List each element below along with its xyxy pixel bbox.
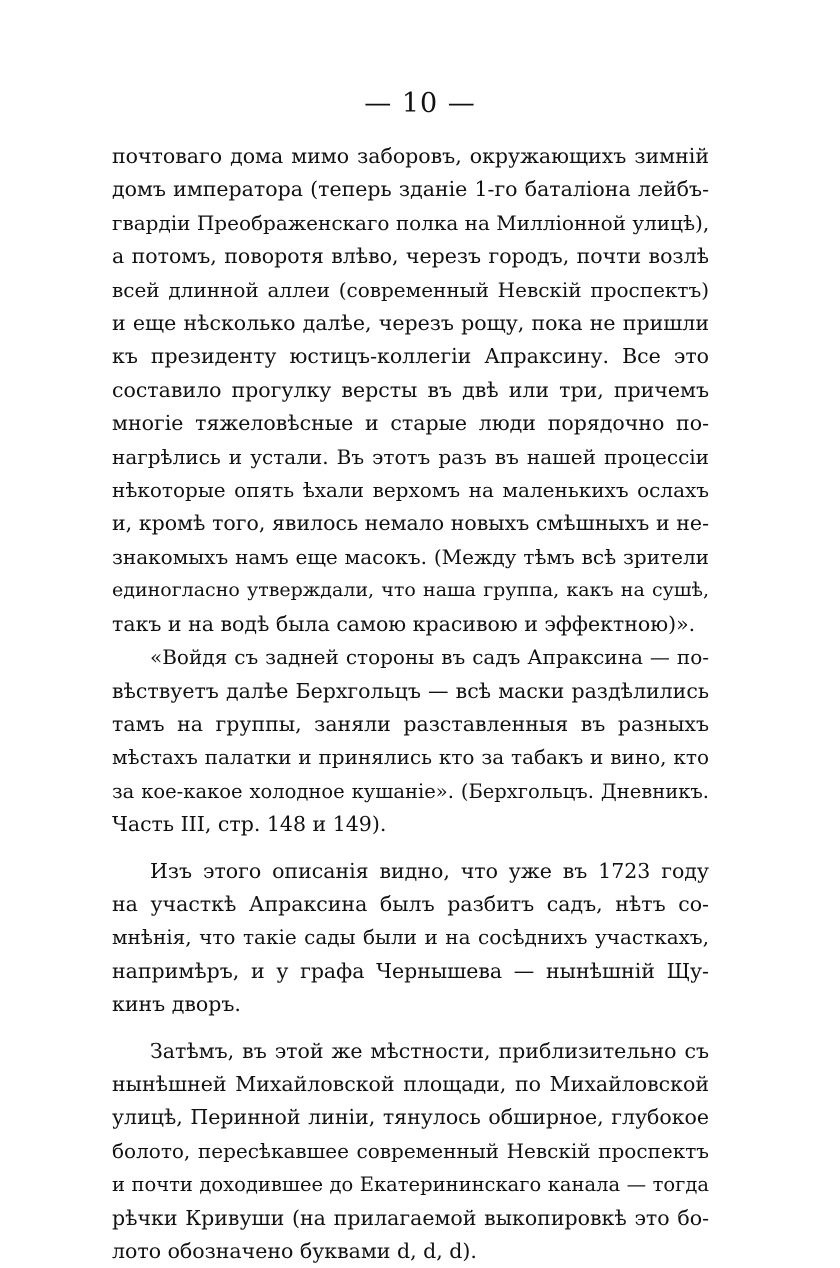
text-line: болото, пересѣкавшее современный Невскій проспектъ (112, 1138, 709, 1163)
text-line: знакомыхъ намъ еще масокъ. (Между тѣмъ всѣ зрители (112, 544, 709, 569)
text-line: вѣствуетъ далѣе Берхгольцъ — всѣ маски раздѣлились (112, 678, 709, 703)
text-line: а потомъ, поворотя влѣво, черезъ городъ, почти возлѣ (112, 244, 709, 269)
text-line: домъ императора (теперь зданіе 1-го баталіона лейбъ- (112, 177, 709, 202)
text-line: мнѣнія, что такіе сады были и на сосѣднихъ участкахъ, (112, 925, 709, 950)
text-line: гвардіи Преображенскаго полка на Милліонной улицѣ), (112, 210, 710, 235)
text-line: такъ и на водѣ была самою красивою и эффектною)». (112, 611, 696, 636)
paragraph-3 (112, 855, 709, 1022)
text-line: лото обозначено буквами d, d, d). (112, 1239, 477, 1263)
text-line: мѣстахъ палатки и принялись кто за табакъ и вино, кто (112, 745, 709, 770)
paragraph-1 (112, 140, 709, 641)
text-line: всей длинной аллеи (современный Невскій проспектъ) (112, 277, 709, 302)
paragraph-gap (112, 1022, 709, 1035)
text-line: рѣчки Кривуши (на прилагаемой выкопировкѣ это бо- (112, 1205, 709, 1230)
text-line: составило прогулку версты въ двѣ или три, причемъ (112, 377, 709, 402)
paragraph-4 (112, 1035, 709, 1268)
text-line: Часть III, стр. 148 и 149). (112, 812, 387, 837)
text-line: тамъ на группы, заняли разставленныя въ разныхъ (112, 711, 709, 736)
text-line: за кое-какое холодное кушаніе». (Берхгольцъ. Дневникъ. (112, 779, 709, 803)
text-line: Изъ этого описанія видно, что уже въ 1723 году (150, 858, 709, 883)
text-line: къ президенту юстицъ-коллегіи Апраксину. Все это (112, 344, 709, 369)
text-line: почтоваго дома мимо заборовъ, окружающихъ зимній (112, 144, 709, 168)
paragraph-gap (112, 842, 709, 855)
text-line: нѣкоторые опять ѣхали верхомъ на маленькихъ ослахъ (112, 478, 709, 503)
text-line: нагрѣлись и устали. Въ этотъ разъ въ нашей процессіи (112, 444, 709, 469)
text-line: единогласно утверждали, что наша группа, какъ на сушѣ, (112, 579, 709, 602)
text-line: на участкѣ Апраксина былъ разбитъ садъ, нѣтъ со- (112, 891, 709, 916)
text-line: и еще нѣсколько далѣе, черезъ рощу, пока не пришли (112, 311, 709, 336)
text-line: нынѣшней Михайловской площади, по Михайловской (112, 1071, 709, 1096)
text-line: кинъ дворъ. (112, 992, 241, 1017)
text-line: «Войдя съ задней стороны въ садъ Апраксина — по- (150, 645, 709, 670)
paragraph-2 (112, 641, 709, 841)
text-line: многіе тяжеловѣсные и старые люди порядочно по- (112, 411, 709, 436)
body-text (112, 140, 709, 1268)
text-line: и почти доходившее до Екатерининскаго канала — тогда (112, 1173, 709, 1197)
page-number: — 10 — (364, 88, 476, 119)
text-line: Затѣмъ, въ этой же мѣстности, приблизительно съ (150, 1038, 709, 1063)
text-line: улицѣ, Перинной линіи, тянулось обширное, глубокое (112, 1105, 709, 1130)
text-line: и, кромѣ того, явилось немало новыхъ смѣшныхъ и не- (112, 511, 709, 536)
text-line: напримѣръ, и у графа Чернышева — нынѣшній Щу- (112, 958, 709, 983)
